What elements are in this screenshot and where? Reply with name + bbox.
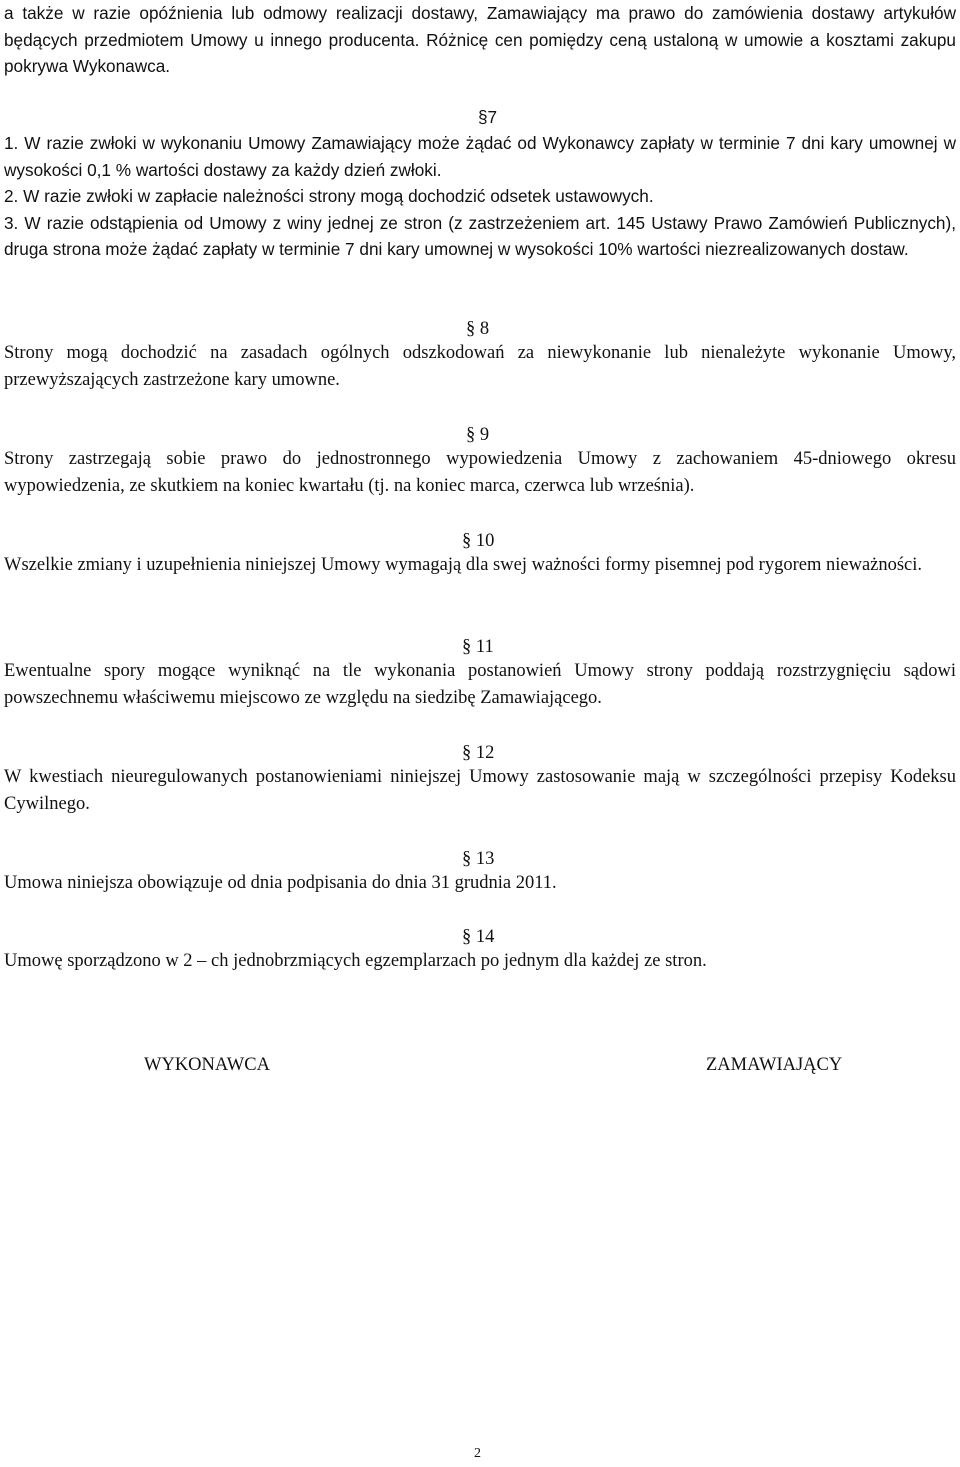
section-11-text: Ewentualne spory mogące wyniknąć na tle wykonania postanowień Umowy strony poddają rozstrzygnięciu sądowi powszechnemu właściwemu miejscowo ze względu na siedzibę Zamawiającego.: [4, 661, 956, 708]
section-13-heading: § 13: [462, 849, 495, 869]
section-13-text: Umowa niniejsza obowiązuje od dnia podpisania do dnia 31 grudnia 2011.: [4, 873, 557, 893]
signature-contractor: WYKONAWCA: [144, 1055, 270, 1075]
intro-paragraph: a także w razie opóźnienia lub odmowy realizacji dostawy, Zamawiający ma prawo do zamówienia dostawy artykułów będących przedmiotem Umowy u innego producenta. Różnicę cen pomiędzy ceną ustaloną w umowie a kosztami zakupu pokrywa Wykonawca.: [4, 3, 956, 76]
section-7-item-2: 2. W razie zwłoki w zapłacie należności strony mogą dochodzić odsetek ustawowych.: [4, 186, 654, 206]
section-11-heading: § 11: [462, 637, 494, 657]
section-12-text: W kwestiach nieuregulowanych postanowieniami niniejszej Umowy zastosowanie mają w szczególności przepisy Kodeksu Cywilnego.: [4, 767, 956, 814]
section-12-heading: § 12: [462, 743, 495, 763]
section-10-heading: § 10: [462, 531, 495, 551]
section-7-heading: §7: [478, 107, 498, 127]
section-7-body: [4, 130, 956, 263]
signature-client: ZAMAWIAJĄCY: [706, 1055, 843, 1075]
section-9-heading: § 9: [466, 425, 490, 445]
section-7-item-1: 1. W razie zwłoki w wykonaniu Umowy Zamawiający może żądać od Wykonawcy zapłaty w terminie 7 dni kary umownej w wysokości 0,1 % wartości dostawy za każdy dzień zwłoki.: [4, 133, 956, 180]
section-8-heading: § 8: [466, 319, 490, 339]
page-number: 2: [474, 1446, 481, 1461]
section-10-text: Wszelkie zmiany i uzupełnienia niniejszej Umowy wymagają dla swej ważności formy pisemnej pod rygorem nieważności.: [4, 555, 923, 575]
section-8-text: Strony mogą dochodzić na zasadach ogólnych odszkodowań za niewykonanie lub nienależyte wykonanie Umowy, przewyższających zastrzeżone kary umowne.: [4, 343, 956, 390]
section-7-item-3: 3. W razie odstąpienia od Umowy z winy jednej ze stron (z zastrzeżeniem art. 145 Ustawy Prawo Zamówień Publicznych), druga strona może żądać zapłaty w terminie 7 dni kary umownej w wysokości 10% wartości niezrealizowanych dostaw.: [4, 212, 956, 259]
section-9-text: Strony zastrzegają sobie prawo do jednostronnego wypowiedzenia Umowy z zachowaniem 45-dniowego okresu wypowiedzenia, ze skutkiem na koniec kwartału (tj. na koniec marca, czerwca lub września).: [4, 449, 956, 496]
section-14-heading: § 14: [462, 927, 495, 947]
section-14-text: Umowę sporządzono w 2 – ch jednobrzmiących egzemplarzach po jednym dla każdej ze stron.: [4, 951, 707, 971]
